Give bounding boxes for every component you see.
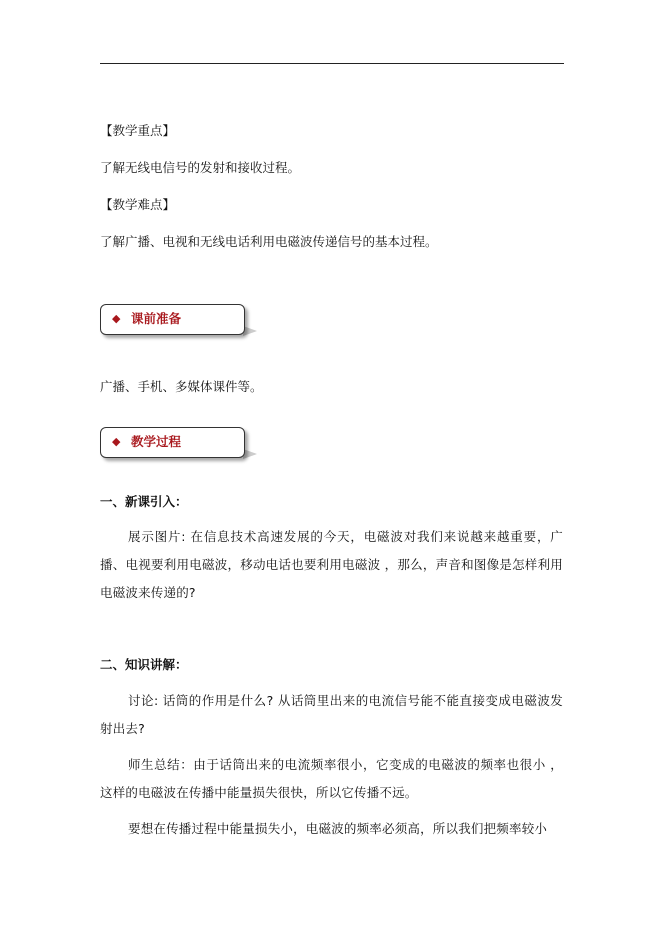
part1-paragraph: 展示图片: 在信息技术高速发展的今天，电磁波对我们来说越来越重要，广播、电视要利用电磁波，移动电话也要利用电磁波 ，那么，声音和图像是怎样利用电磁波来传递的? (100, 529, 563, 600)
section-box-tail (243, 449, 257, 459)
prep-section-title: 课前准备 (131, 311, 182, 326)
difficult-points-heading: 【教学难点】 (100, 197, 176, 212)
header-rule (100, 63, 564, 64)
key-points-heading: 【教学重点】 (100, 123, 176, 138)
diamond-icon: ◆ (112, 435, 121, 448)
section-box-tail (243, 326, 257, 336)
process-section-title: 教学过程 (131, 434, 182, 449)
process-section-box (100, 427, 245, 458)
part2-paragraph-2: 师生总结：由于话筒出来的电流频率很小，它变成的电磁波的频率也很小 ，这样的电磁波在传播中能量损失很快，所以它传播不远。 (100, 757, 563, 800)
prep-section-box (100, 304, 245, 335)
part2-paragraph-3: 要想在传播过程中能量损失小，电磁波的频率必须高，所以我们把频率较小 (128, 821, 548, 836)
difficult-points-text: 了解广播、电视和无线电话利用电磁波传递信号的基本过程。 (100, 234, 438, 249)
prep-text: 广播、手机、多媒体课件等。 (100, 379, 263, 394)
part2-paragraph-1: 讨论: 话筒的作用是什么? 从话筒里出来的电流信号能不能直接变成电磁波发射出去? (100, 693, 563, 736)
part2-heading: 二、知识讲解： (100, 657, 188, 672)
diamond-icon: ◆ (112, 312, 121, 325)
part1-heading: 一、新课引入： (100, 494, 188, 509)
key-points-text: 了解无线电信号的发射和接收过程。 (100, 160, 301, 175)
